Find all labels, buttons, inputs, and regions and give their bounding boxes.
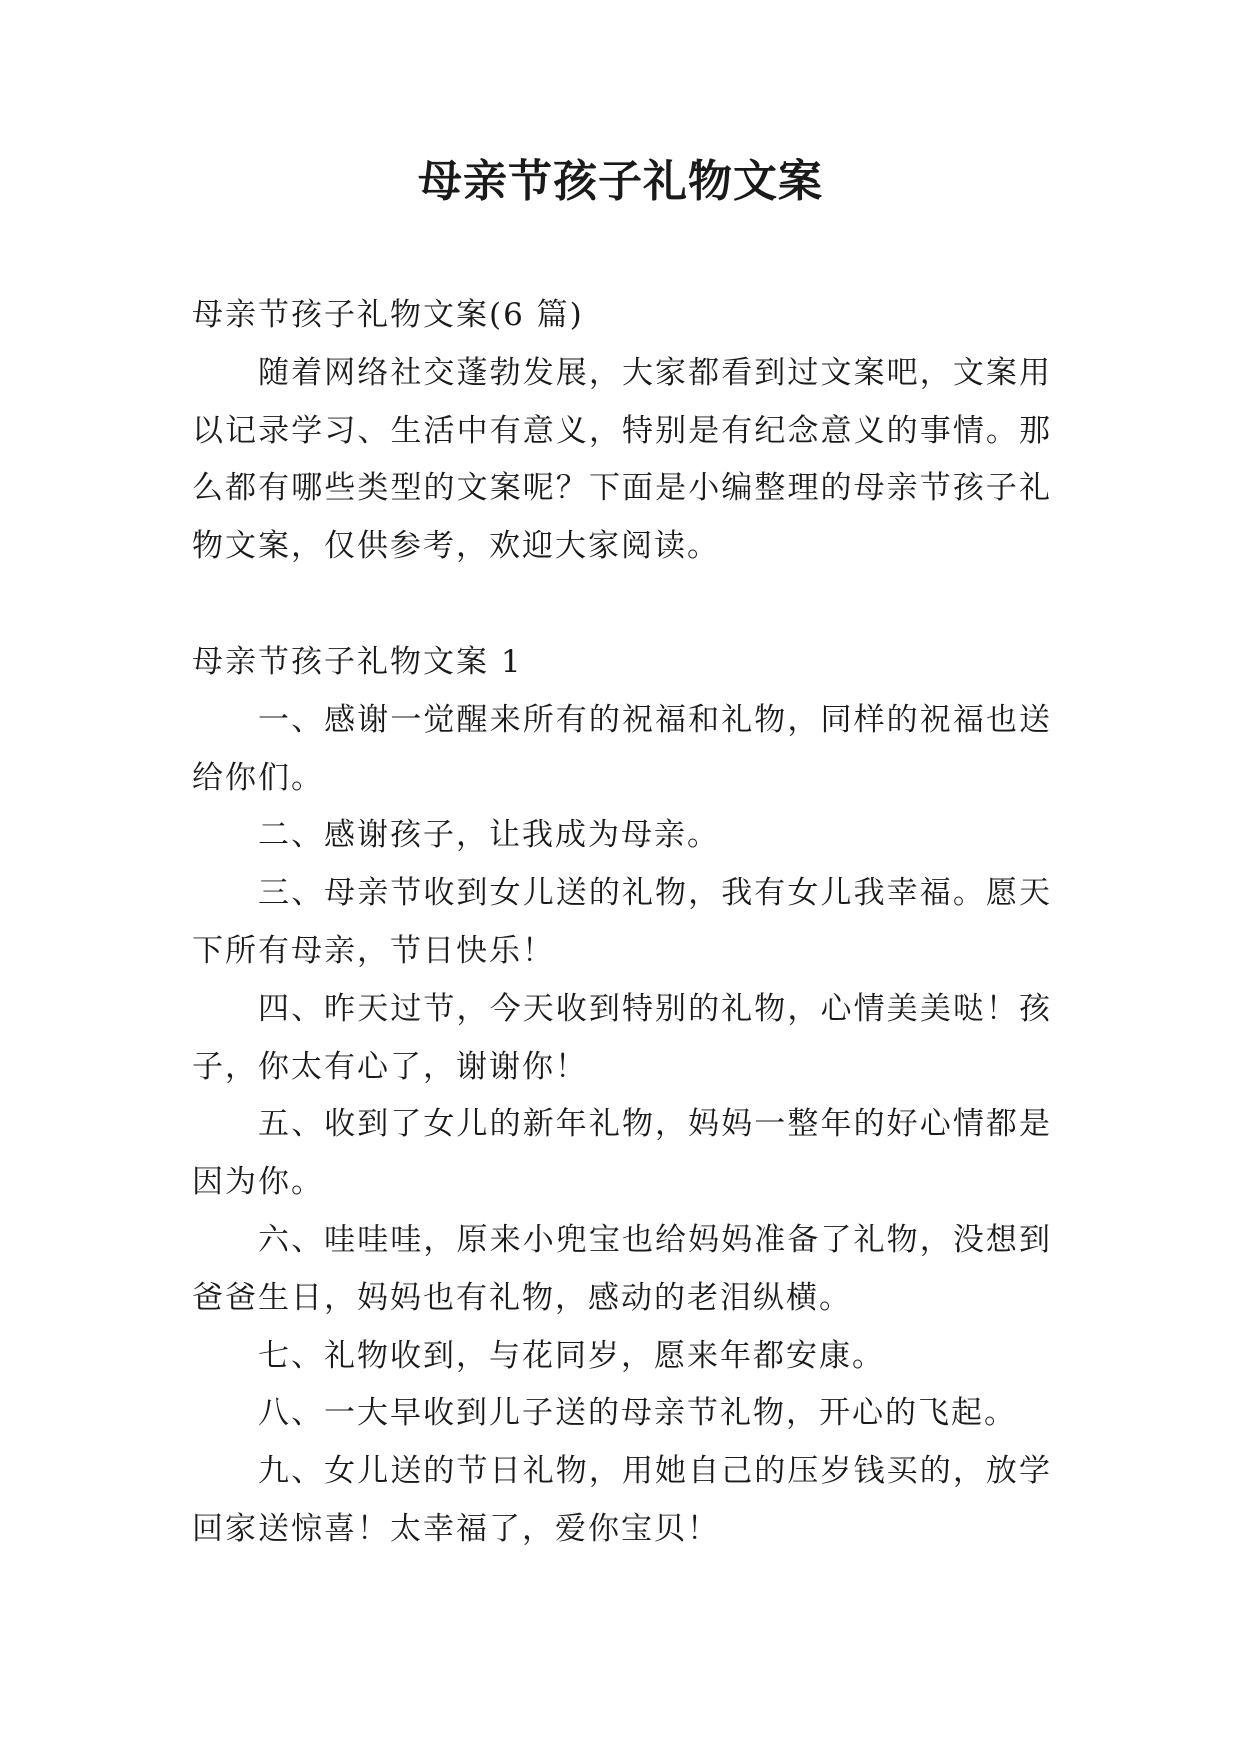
list-item-7: 七、礼物收到，与花同岁，愿来年都安康。 xyxy=(258,1337,885,1374)
list-item-2: 二、感谢孩子，让我成为母亲。 xyxy=(258,817,720,854)
list-item-5: 五、收到了女儿的新年礼物，妈妈一整年的好心情都是因为你。 xyxy=(192,1106,1052,1201)
intro-paragraph: 随着网络社交蓬勃发展，大家都看到过文案吧，文案用以记录学习、生活中有意义，特别是有纪念意义的事情。那么都有哪些类型的文案呢？下面是小编整理的母亲节孩子礼物文案，仅供参考，欢迎大家阅读。 xyxy=(192,354,1052,565)
list-item-6: 六、哇哇哇，原来小兜宝也给妈妈准备了礼物，没想到爸爸生日，妈妈也有礼物，感动的老泪纵横。 xyxy=(192,1221,1052,1316)
document-body xyxy=(192,287,1052,1559)
document-subtitle: 母亲节孩子礼物文案(6 篇) xyxy=(192,297,584,333)
list-item-1: 一、感谢一觉醒来所有的祝福和礼物，同样的祝福也送给你们。 xyxy=(192,701,1052,796)
section-heading: 母亲节孩子礼物文案 1 xyxy=(192,643,523,680)
document-title: 母亲节孩子礼物文案 xyxy=(418,156,823,207)
list-item-8: 八、一大早收到儿子送的母亲节礼物，开心的飞起。 xyxy=(258,1395,1017,1432)
list-item-3: 三、母亲节收到女儿送的礼物，我有女儿我幸福。愿天下所有母亲，节日快乐！ xyxy=(192,875,1052,969)
list-item-9: 九、女儿送的节日礼物，用她自己的压岁钱买的，放学回家送惊喜！太幸福了，爱你宝贝！ xyxy=(192,1453,1052,1547)
list-item-4: 四、昨天过节，今天收到特别的礼物，心情美美哒！孩子，你太有心了，谢谢你！ xyxy=(192,990,1052,1085)
